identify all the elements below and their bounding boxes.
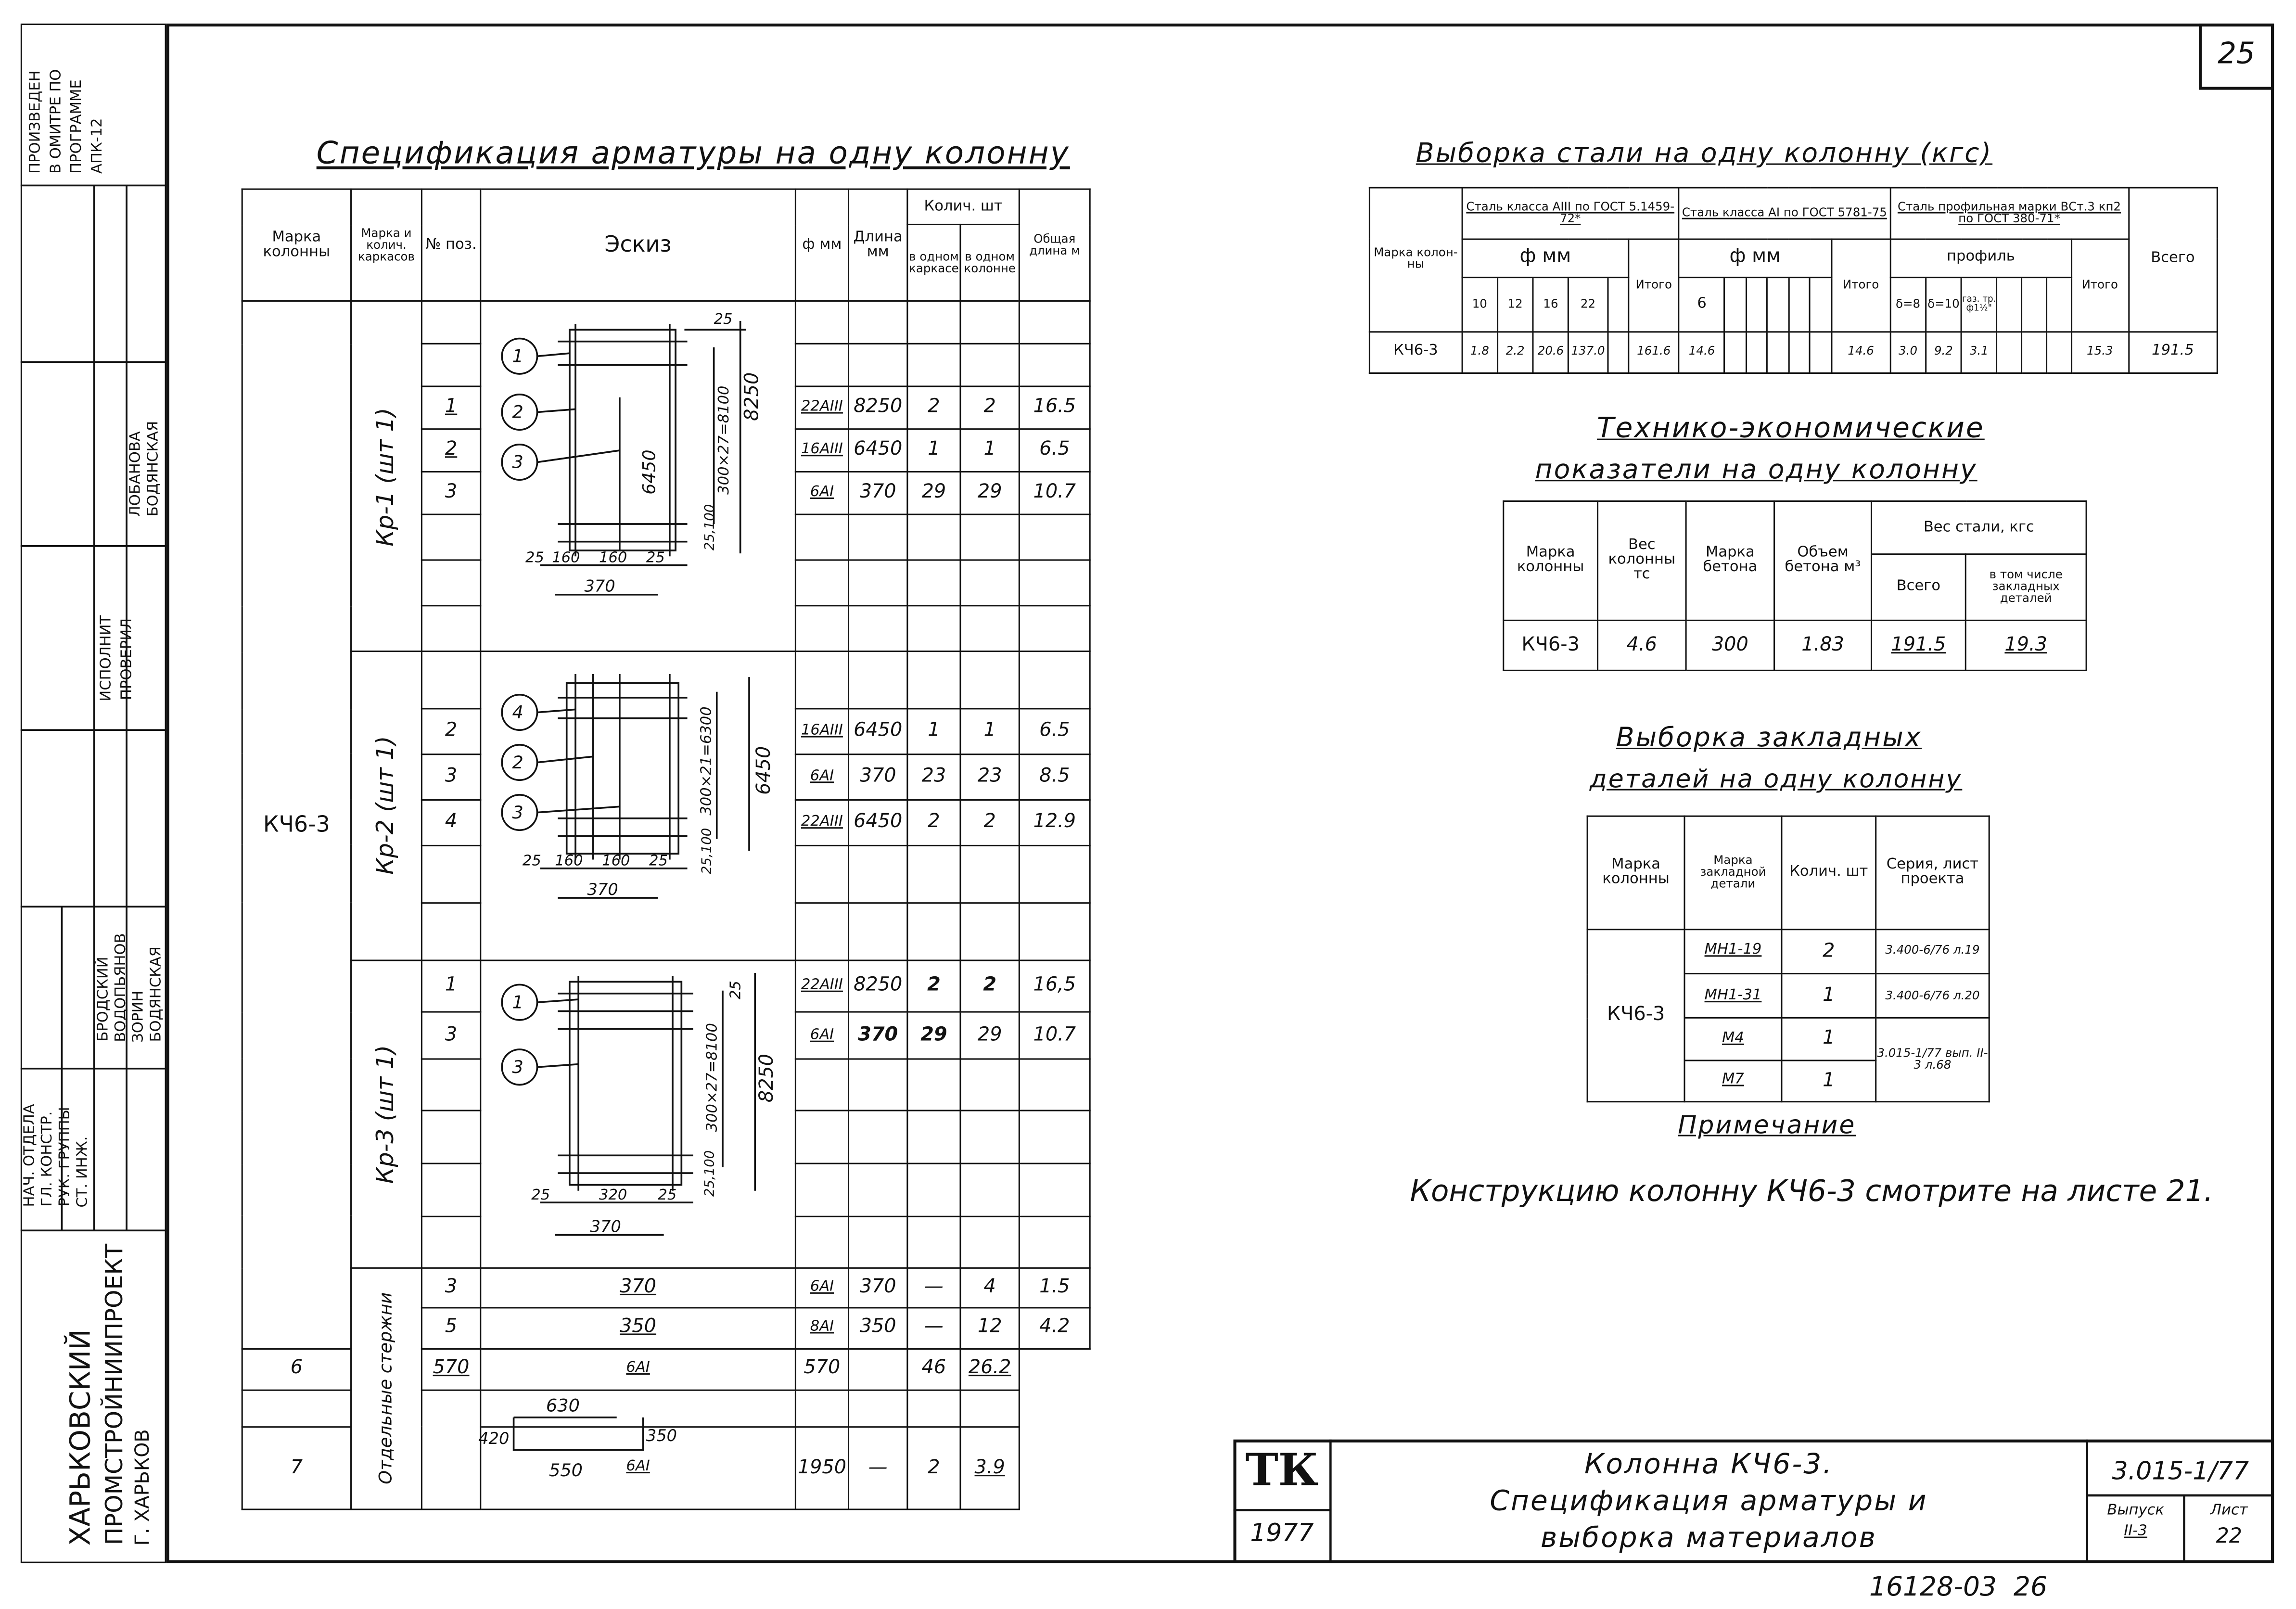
stamp-issue-label: Выпуск [2107,1503,2164,1519]
kr3-r2-q1: 29 [907,1012,960,1059]
steel-h-itog-a3: Итого [1629,239,1679,332]
stamp-title-2: Спецификация арматуры и [1490,1485,1928,1518]
kr1-r1-pos: 1 [421,387,480,430]
emb-r2-q: 1 [1782,974,1876,1019]
emb-r1-q: 2 [1782,929,1876,974]
h-pos: № поз. [421,189,480,302]
sep-r1-sketch-cell [481,1269,796,1307]
kr1-r3-len: 370 [849,472,907,515]
kr3-r1-tot: 16,5 [1019,960,1090,1012]
kr1-r3-pos: 3 [421,472,480,515]
group-kr2-label-cell [351,651,422,960]
emb-r1-mark: МН1-19 [1684,929,1782,974]
emb-table [1587,816,1990,1103]
group-kr3-label-cell [351,960,422,1268]
kr2-r1-dia: 16AIII [795,709,848,754]
sketch-kr2-cell [481,651,796,960]
kr1-dim-b: 8250 [740,372,763,421]
steel-h-itog-a1: Итого [1832,239,1890,332]
kr1-r3-dia: 6AI [795,472,848,515]
kr2-dim-e: 160 [555,852,583,869]
org-line-3: Г. ХАРЬКОВ [132,1429,155,1545]
tech-row-total: 191.5 [1872,620,1966,670]
sep-r3-len: 570 [795,1348,848,1390]
side-names [21,883,166,1045]
kr2-r3-len: 6450 [849,800,907,845]
steel-h-prof: Сталь профильная марки ВСт.3 кп2 по ГОСТ 380-71* [1890,188,2129,239]
kr1-dim-f: 25 [525,549,544,566]
kr3-dim-h: 370 [590,1217,621,1237]
kr2-r1-pos: 2 [421,709,480,754]
kr1-dim-d: 300×27=8100 [715,385,733,495]
steel-sub-prof-1: δ=8 [1890,277,1926,332]
sep-r4-q2: 2 [907,1427,960,1509]
steel-h-itog-prof: Итого [2071,239,2128,332]
h-col-mark: Марка колонны [242,189,351,302]
steel-h-a3: Сталь класса АIII по ГОСТ 5.1459-72* [1462,188,1679,239]
kr1-dim-g: 160 [552,549,580,566]
tech-h-embedded: в том числе закладных деталей [1965,555,2086,620]
tech-table [1503,500,2087,671]
kr1-dim-i: 25 [646,549,665,566]
role2-2: ПРОВЕРИЛ [119,618,136,701]
steel-sub-prof-2: δ=10 [1926,277,1962,332]
kr3-dim-a: 25 [727,981,744,1000]
kr3-r1-pos: 1 [421,960,480,1012]
role2-1: ИСПОЛНИТ [98,614,115,701]
emb-r1-ref: 3.400-6/76 л.19 [1876,929,1990,974]
sep-r2-sketch-cell [481,1307,796,1348]
h-length: Длина мм [849,189,907,302]
kr2-dim-h: 370 [587,879,618,898]
stamp-title-3: выборка материалов [1540,1522,1877,1555]
kr2-r2-tot: 8.5 [1019,754,1090,800]
sep-r4-pos: 7 [242,1427,351,1509]
stamp-line-1: ПРОИЗВЕДЕН [28,70,44,174]
sep-r2-tot: 4.2 [1019,1307,1090,1348]
kr1-r3-tot: 10.7 [1019,472,1090,515]
sep-r3-q1 [849,1348,907,1390]
kr1-dim-c: 6450 [638,449,660,495]
kr1-r2-tot: 6.5 [1019,429,1090,472]
kr1-circle-2: 2 [512,401,523,422]
emb-col: КЧ6-3 [1587,929,1684,1102]
kr3-dim-d: 25,100 [702,1150,717,1197]
note-text: Конструкцию колонну КЧ6-3 смотрите на листе 21. [1410,1173,2214,1209]
steel-row-a3-1: 1.8 [1462,332,1497,373]
side-roles [21,1045,166,1207]
bar7-right: 350 [646,1426,677,1445]
stamp-title-1: Колонна КЧ6-3. [1584,1448,1833,1481]
kr3-r1-q1: 2 [907,960,960,1012]
sep-r2-dia: 8AI [795,1307,848,1348]
column-mark-cell [242,302,351,1349]
sheet-number: 25 [2218,35,2256,71]
kr3-r1-q2: 2 [960,960,1019,1012]
sep-r4-q1: — [849,1427,907,1509]
h-qty: Колич. шт [907,189,1020,225]
group-sep-label-cell [351,1269,422,1509]
kr3-dim-b: 300×27=8100 [703,1023,721,1133]
kr2-r3-q1: 2 [907,800,960,845]
kr3-r2-dia: 6AI [795,1012,848,1059]
tech-h-concrete: Марка бетона [1686,501,1774,620]
sep-r2-sketch: 350 [620,1316,657,1339]
sep-r3-sketch-cell [421,1348,480,1390]
steel-row-prof-3: 3.1 [1961,332,1997,373]
kr3-r2-pos: 3 [421,1012,480,1059]
steel-sub-a3-1: 10 [1462,277,1497,332]
tech-row-col: КЧ6-3 [1504,620,1598,670]
kr2-dim-f: 160 [602,852,630,869]
sep-r3-tot: 26.2 [960,1348,1019,1390]
kr1-r1-q1: 2 [907,387,960,430]
steel-row-a1-itog: 14.6 [1832,332,1890,373]
sep-r1-sketch: 370 [620,1276,657,1299]
steel-row-vsego: 191.5 [2128,332,2217,373]
sep-r4-tot: 3.9 [960,1427,1019,1509]
steel-h-profil: профиль [1890,239,2072,277]
steel-row-col: КЧ6-3 [1369,332,1462,373]
h-qty-all: в одном колонне [960,225,1019,302]
group-kr2-label: Кр-2 (шт 1) [371,736,399,875]
tech-row-embedded: 19.3 [1965,620,2086,670]
name-3: ЗОРИН [131,990,147,1042]
emb-h-qty: Колич. шт [1782,816,1876,929]
org-line-1: ХАРЬКОВСКИЙ [64,1328,97,1545]
emb-r2-mark: МН1-31 [1684,974,1782,1019]
stamp-year: 1977 [1250,1519,1314,1549]
sketch-kr2 [481,653,796,953]
kr1-dim-h: 160 [599,549,627,566]
bar7-bottom: 550 [549,1460,583,1481]
name2-2: БОДЯНСКАЯ [145,421,162,517]
kr3-r1-len: 8250 [849,960,907,1012]
sep-r4-dia: 6AI [481,1427,796,1509]
name-4: БОДЯНСКАЯ [148,946,165,1042]
tech-title-1: Технико-экономические [1597,412,1985,445]
tech-h-volume: Объем бетона м³ [1774,501,1872,620]
kr3-dim-f: 320 [599,1187,627,1204]
kr1-r2-len: 6450 [849,429,907,472]
sep-r2-q2: 12 [960,1307,1019,1348]
sep-r1-dia: 6AI [795,1269,848,1307]
kr3-circle-1: 1 [512,992,523,1013]
h-dia: ф мм [795,189,848,302]
tech-h-weight: Вес колонны тс [1598,501,1686,620]
stamp-logo: ТК [1245,1445,1319,1497]
group-kr3-label: Кр-3 (шт 1) [371,1045,399,1184]
kr2-dim-c: 25,100 [699,827,714,874]
kr1-r2-q1: 1 [907,429,960,472]
steel-title: Выборка стали на одну колонну (кгс) [1416,138,1993,169]
kr2-dim-a: 300×21=6300 [698,706,715,815]
emb-ref-merged: 3.015-1/77 вып. II-3 л.68 [1876,1019,1990,1102]
tech-title-2: показатели на одну колонну [1535,455,1977,486]
steel-row-prof-1: 3.0 [1890,332,1926,373]
tech-row-volume: 1.83 [1774,620,1872,670]
sketch-kr1 [481,303,796,645]
side-roles-2 [21,523,166,706]
sep-r1-tot: 1.5 [1019,1269,1090,1307]
group-sep-label: Отдельные стержни [375,1293,396,1485]
kr1-r3-q2: 29 [960,472,1019,515]
kr2-circle-3: 3 [512,801,523,822]
sep-r1-len: 370 [849,1269,907,1307]
h-frame-mark: Марка и колич. каркасов [351,189,422,302]
steel-h-fmm-a1: ф мм [1679,239,1832,277]
steel-h-vsego: Всего [2128,188,2217,332]
kr3-circle-3: 3 [512,1057,523,1078]
sep-r2-q1: — [907,1307,960,1348]
kr2-r1-q2: 1 [960,709,1019,754]
h-sketch: Эскиз [481,189,796,302]
role-3: РУК. ГРУППЫ [57,1107,74,1207]
emb-h-mark: Марка закладной детали [1684,816,1782,929]
kr2-r3-dia: 22AIII [795,800,848,845]
spec-table [242,189,1091,1510]
sep-r3-dia: 6AI [481,1348,796,1390]
emb-r3-mark: М4 [1684,1019,1782,1060]
role-2: ГЛ. КОНСТР. [39,1111,56,1207]
kr2-r1-q1: 1 [907,709,960,754]
bar7-left: 420 [478,1429,510,1448]
emb-r4-mark: М7 [1684,1060,1782,1102]
emb-r4-q: 1 [1782,1060,1876,1102]
stamp-sheet: 22 [2216,1525,2243,1549]
side-names-2 [21,339,166,523]
emb-r2-ref: 3.400-6/76 л.20 [1876,974,1990,1019]
kr1-r2-pos: 2 [421,429,480,472]
kr3-dim-c: 8250 [755,1054,778,1103]
steel-sub-prof-3: газ. тр. ф1½" [1961,277,1997,332]
sketch-bar7 [422,1391,738,1503]
stamp-series: 3.015-1/77 [2112,1457,2249,1487]
org-line-2: ПРОМСТРОЙНИИПРОЕКТ [100,1244,128,1545]
kr1-r2-q2: 1 [960,429,1019,472]
side-org [21,1214,166,1560]
emb-h-ref: Серия, лист проекта [1876,816,1990,929]
kr2-r2-pos: 3 [421,754,480,800]
kr3-r2-tot: 10.7 [1019,1012,1090,1059]
kr1-r1-tot: 16.5 [1019,387,1090,430]
kr2-r3-pos: 4 [421,800,480,845]
kr1-r1-q2: 2 [960,387,1019,430]
steel-row-a3-itog: 161.6 [1629,332,1679,373]
kr2-r1-len: 6450 [849,709,907,754]
kr3-dim-g: 25 [658,1187,677,1204]
note-title: Примечание [1678,1111,1856,1141]
emb-h-col: Марка колонны [1587,816,1684,929]
stamp-sheet-label: Лист [2210,1503,2248,1519]
sep-r2-len: 350 [849,1307,907,1348]
tech-row-weight: 4.6 [1598,620,1686,670]
steel-row-a3-3: 20.6 [1533,332,1569,373]
kr3-r2-q2: 29 [960,1012,1019,1059]
kr1-r1-len: 8250 [849,387,907,430]
steel-sub-a3-2: 12 [1497,277,1533,332]
kr2-circle-4: 4 [512,701,523,722]
kr2-dim-g: 25 [649,852,668,869]
tech-h-steel: Вес стали, кгс [1872,501,2087,555]
steel-h-a1: Сталь класса АI по ГОСТ 5781-75 [1679,188,1890,239]
steel-sub-a3-3: 16 [1533,277,1569,332]
steel-row-prof-2: 9.2 [1926,332,1962,373]
kr1-circle-1: 1 [512,345,523,367]
steel-h-fmm-a3: ф мм [1462,239,1629,277]
spec-title: Спецификация арматуры на одну колонну [316,135,1070,171]
emb-title-1: Выборка закладных [1616,722,1922,754]
h-qty-one: в одном каркасе [907,225,960,302]
kr1-r3-q1: 29 [907,472,960,515]
steel-table [1369,187,2218,373]
steel-row-a3-2: 2.2 [1497,332,1533,373]
group-kr1-label: Кр-1 (шт 1) [371,407,399,546]
sketch-kr3 [481,961,796,1262]
group-kr1-label-cell [351,302,422,651]
sketch-kr3-cell [481,960,796,1268]
steel-sub-a1: 6 [1679,277,1725,332]
steel-h-col: Марка колон- ны [1369,188,1462,332]
stamp-line-4: АПК-12 [89,118,106,174]
kr1-circle-3: 3 [512,451,523,472]
kr3-r2-len: 370 [849,1012,907,1059]
sep-r3-sketch: 570 [433,1357,470,1380]
stamp-line-2: В ОМИТРЕ ПО [48,69,65,174]
sep-r3-q2: 46 [907,1348,960,1390]
h-total: Общая длина м [1019,189,1090,302]
steel-row-prof-itog: 15.3 [2071,332,2128,373]
kr1-r2-dia: 16AIII [795,429,848,472]
column-mark: КЧ6-3 [263,810,330,837]
stamp-issue: II-3 [2124,1523,2147,1540]
emb-r3-q: 1 [1782,1019,1876,1060]
footer-code: 16128-03 26 [1869,1572,2048,1603]
steel-row-a3-4: 137.0 [1569,332,1607,373]
tech-h-total: Всего [1872,555,1966,620]
kr2-dim-d: 25 [522,852,541,869]
sep-r1-pos: 3 [421,1269,480,1307]
name-1: БРОДСКИЙ [95,957,112,1042]
kr2-r2-dia: 6AI [795,754,848,800]
kr2-r3-q2: 2 [960,800,1019,845]
name2-1: ЛОБАНОВА [128,431,144,517]
steel-sub-a3-4: 22 [1569,277,1607,332]
kr2-dim-b: 6450 [752,745,775,794]
kr2-r1-tot: 6.5 [1019,709,1090,754]
role-1: НАЧ. ОТДЕЛА [22,1104,38,1207]
kr2-r2-q1: 23 [907,754,960,800]
tech-h-col: Марка колонны [1504,501,1598,620]
emb-title-2: деталей на одну колонну [1589,765,1963,795]
kr1-dim-e: 25,100 [702,504,717,550]
steel-row-a1: 14.6 [1679,332,1725,373]
sketch-kr1-cell [481,302,796,651]
kr3-r1-dia: 22AIII [795,960,848,1012]
kr1-dim-j: 370 [584,576,615,596]
sep-r1-q2: 4 [960,1269,1019,1307]
kr2-r2-len: 370 [849,754,907,800]
tech-row-concrete: 300 [1686,620,1774,670]
sep-r1-q1: — [907,1269,960,1307]
name-2: ВОДОПЬЯНОВ [113,933,130,1042]
sep-r3-pos: 6 [242,1348,351,1390]
kr1-dim-a: 25 [714,310,733,328]
role-4: СТ. ИНЖ. [75,1136,91,1207]
kr2-r3-tot: 12.9 [1019,800,1090,845]
kr1-r1-dia: 22AIII [795,387,848,430]
kr3-dim-e: 25 [531,1187,550,1204]
sep-r4-len: 1950 [795,1427,848,1509]
stamp-line-3: ПРОГРАММЕ [69,79,86,174]
bar7-top: 630 [546,1395,580,1416]
kr2-circle-2: 2 [512,751,523,772]
sep-r2-pos: 5 [421,1307,480,1348]
kr2-r2-q2: 23 [960,754,1019,800]
